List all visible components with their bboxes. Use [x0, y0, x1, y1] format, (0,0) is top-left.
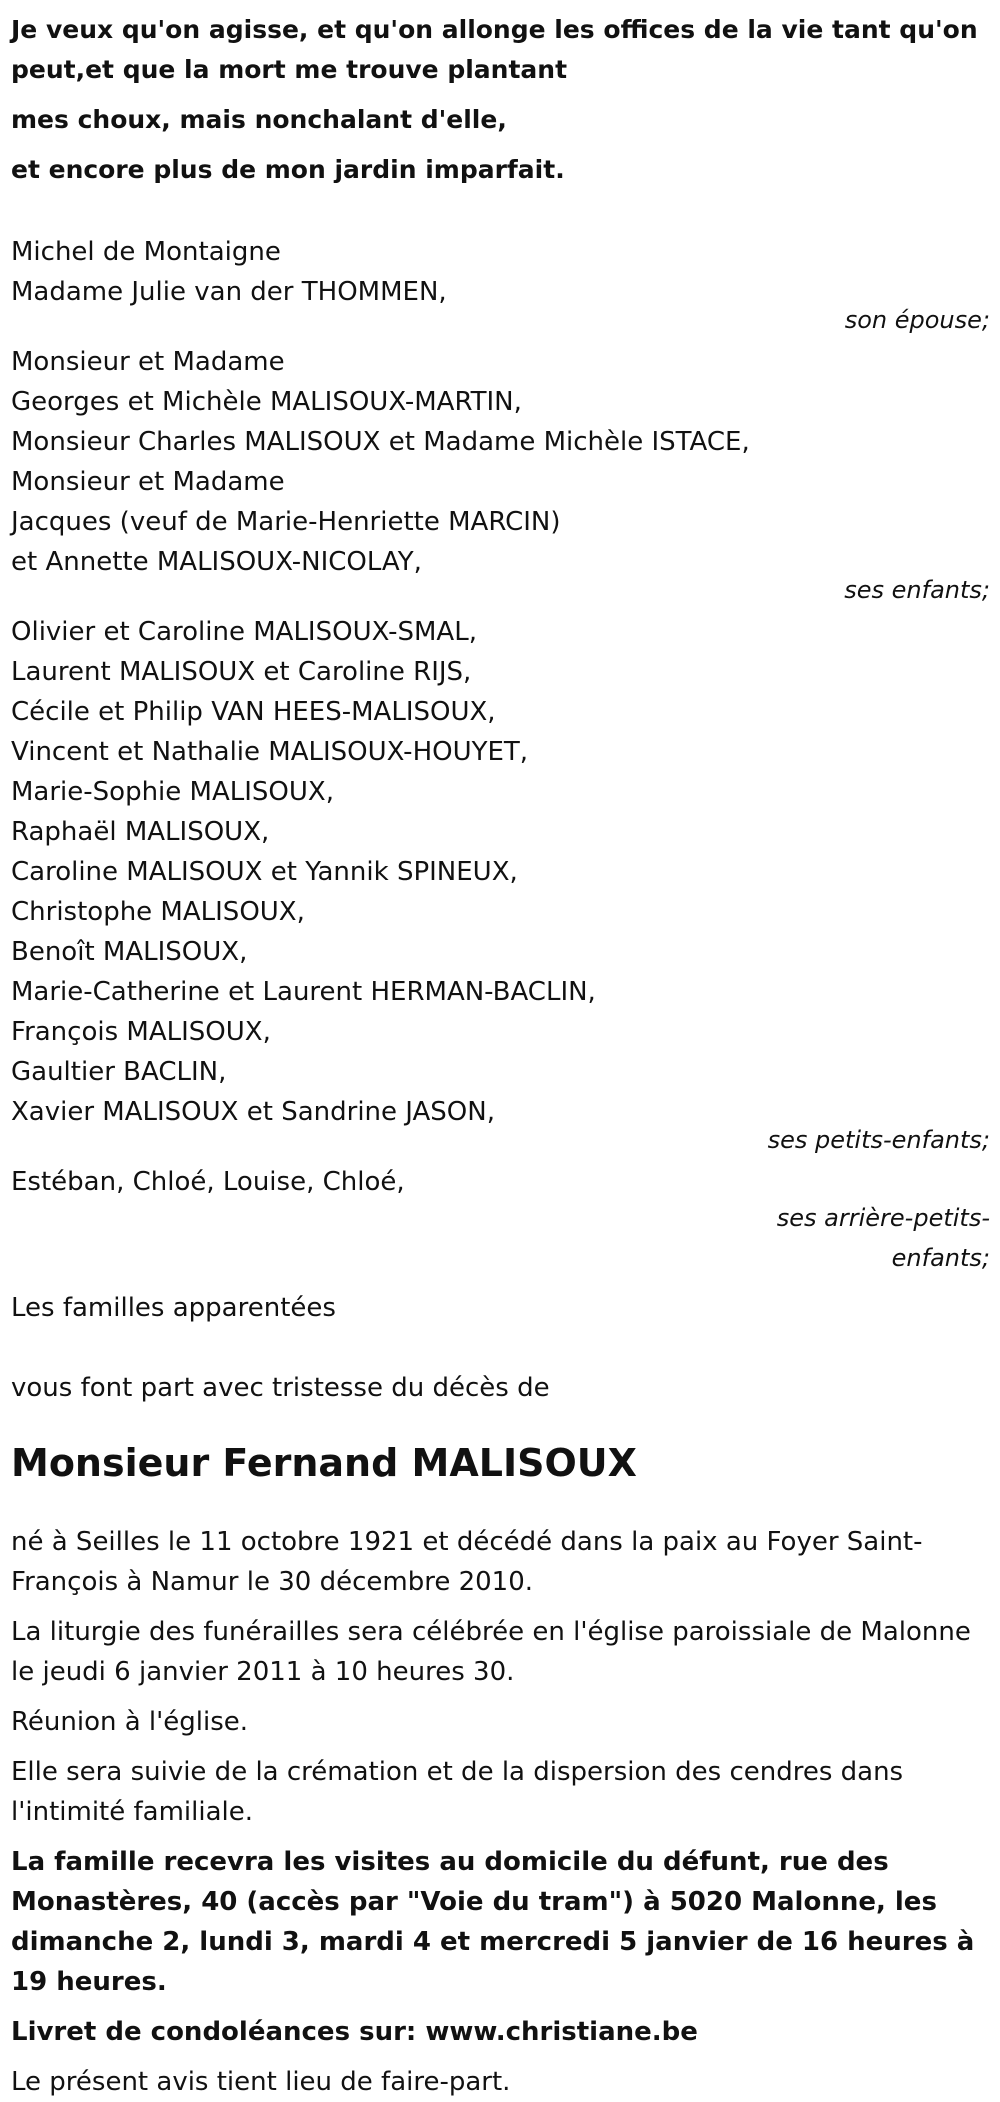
- quote-line-3: et encore plus de mon jardin imparfait.: [11, 155, 565, 184]
- spouse-name: Madame Julie van der THOMMEN,: [11, 277, 447, 307]
- grandchild-line: Christophe MALISOUX,: [11, 897, 305, 927]
- quote-line-1: Je veux qu'on agisse, et qu'on allonge les offices de la vie tant qu'on peut,et que la mort me trouve plantant: [11, 15, 978, 84]
- grandchildren-relation: ses petits-enfants;: [767, 1126, 990, 1154]
- grandchild-line: Marie-Sophie MALISOUX,: [11, 777, 334, 807]
- related-families: Les familles apparentées: [11, 1293, 336, 1323]
- great-grandchildren-names: Estéban, Chloé, Louise, Chloé,: [11, 1167, 405, 1197]
- grandchild-line: Olivier et Caroline MALISOUX-SMAL,: [11, 617, 477, 647]
- children-line: Monsieur et Madame: [11, 347, 285, 377]
- grandchild-line: Raphaël MALISOUX,: [11, 817, 270, 847]
- grandchild-line: François MALISOUX,: [11, 1017, 271, 1047]
- grandchild-line: Benoît MALISOUX,: [11, 937, 248, 967]
- spouse-block: [11, 272, 990, 340]
- great-grandchildren-relation: ses arrière-petits-enfants;: [776, 1204, 990, 1272]
- children-line: et Annette MALISOUX-NICOLAY,: [11, 547, 422, 577]
- birth-death-details: né à Seilles le 11 octobre 1921 et décédé dans la paix au Foyer Saint-François à Namur le 30 décembre 2010.: [11, 1527, 923, 1597]
- quote-line-2: mes choux, mais nonchalant d'elle,: [11, 105, 507, 134]
- visits-info: La famille recevra les visites au domicile du défunt, rue des Monastères, 40 (accès par "Voie du tram") à 5020 Malonne, les dimanche 2, lundi 3, mardi 4 et mercredi 5 janvier de 16 heures à 19 heures.: [11, 1847, 975, 1997]
- condolences-link: Livret de condoléances sur: www.christiane.be: [11, 2017, 698, 2047]
- grandchild-line: Marie-Catherine et Laurent HERMAN-BACLIN,: [11, 977, 596, 1007]
- grandchild-line: Laurent MALISOUX et Caroline RIJS,: [11, 657, 472, 687]
- grandchild-line: Gaultier BACLIN,: [11, 1057, 227, 1087]
- quote-author: Michel de Montaigne: [11, 237, 281, 267]
- meeting-place: Réunion à l'église.: [11, 1707, 249, 1737]
- children-line: Monsieur et Madame: [11, 467, 285, 497]
- children-line: Jacques (veuf de Marie-Henriette MARCIN): [11, 507, 561, 537]
- children-block: [11, 342, 990, 610]
- funeral-liturgy: La liturgie des funérailles sera célébrée en l'église paroissiale de Malonne le jeudi 6 janvier 2011 à 10 heures 30.: [11, 1617, 971, 1687]
- spouse-relation: son épouse;: [844, 306, 990, 334]
- children-line: Monsieur Charles MALISOUX et Madame Michèle ISTACE,: [11, 427, 750, 457]
- grandchild-line: Caroline MALISOUX et Yannik SPINEUX,: [11, 857, 518, 887]
- grandchild-line: Cécile et Philip VAN HEES-MALISOUX,: [11, 697, 496, 727]
- montaigne-quote: [11, 10, 990, 190]
- deceased-name: Monsieur Fernand MALISOUX: [11, 1441, 637, 1485]
- great-grandchildren-block: [11, 1162, 990, 1278]
- children-relation: ses enfants;: [844, 576, 990, 604]
- grandchild-line: Xavier MALISOUX et Sandrine JASON,: [11, 1097, 495, 1127]
- grandchild-line: Vincent et Nathalie MALISOUX-HOUYET,: [11, 737, 529, 767]
- announcement: vous font part avec tristesse du décès de: [11, 1373, 550, 1403]
- children-line: Georges et Michèle MALISOUX-MARTIN,: [11, 387, 522, 417]
- cremation-note: Elle sera suivie de la crémation et de la dispersion des cendres dans l'intimité familiale.: [11, 1757, 904, 1827]
- closing-note: Le présent avis tient lieu de faire-part.: [11, 2067, 511, 2097]
- grandchildren-block: [11, 612, 990, 1160]
